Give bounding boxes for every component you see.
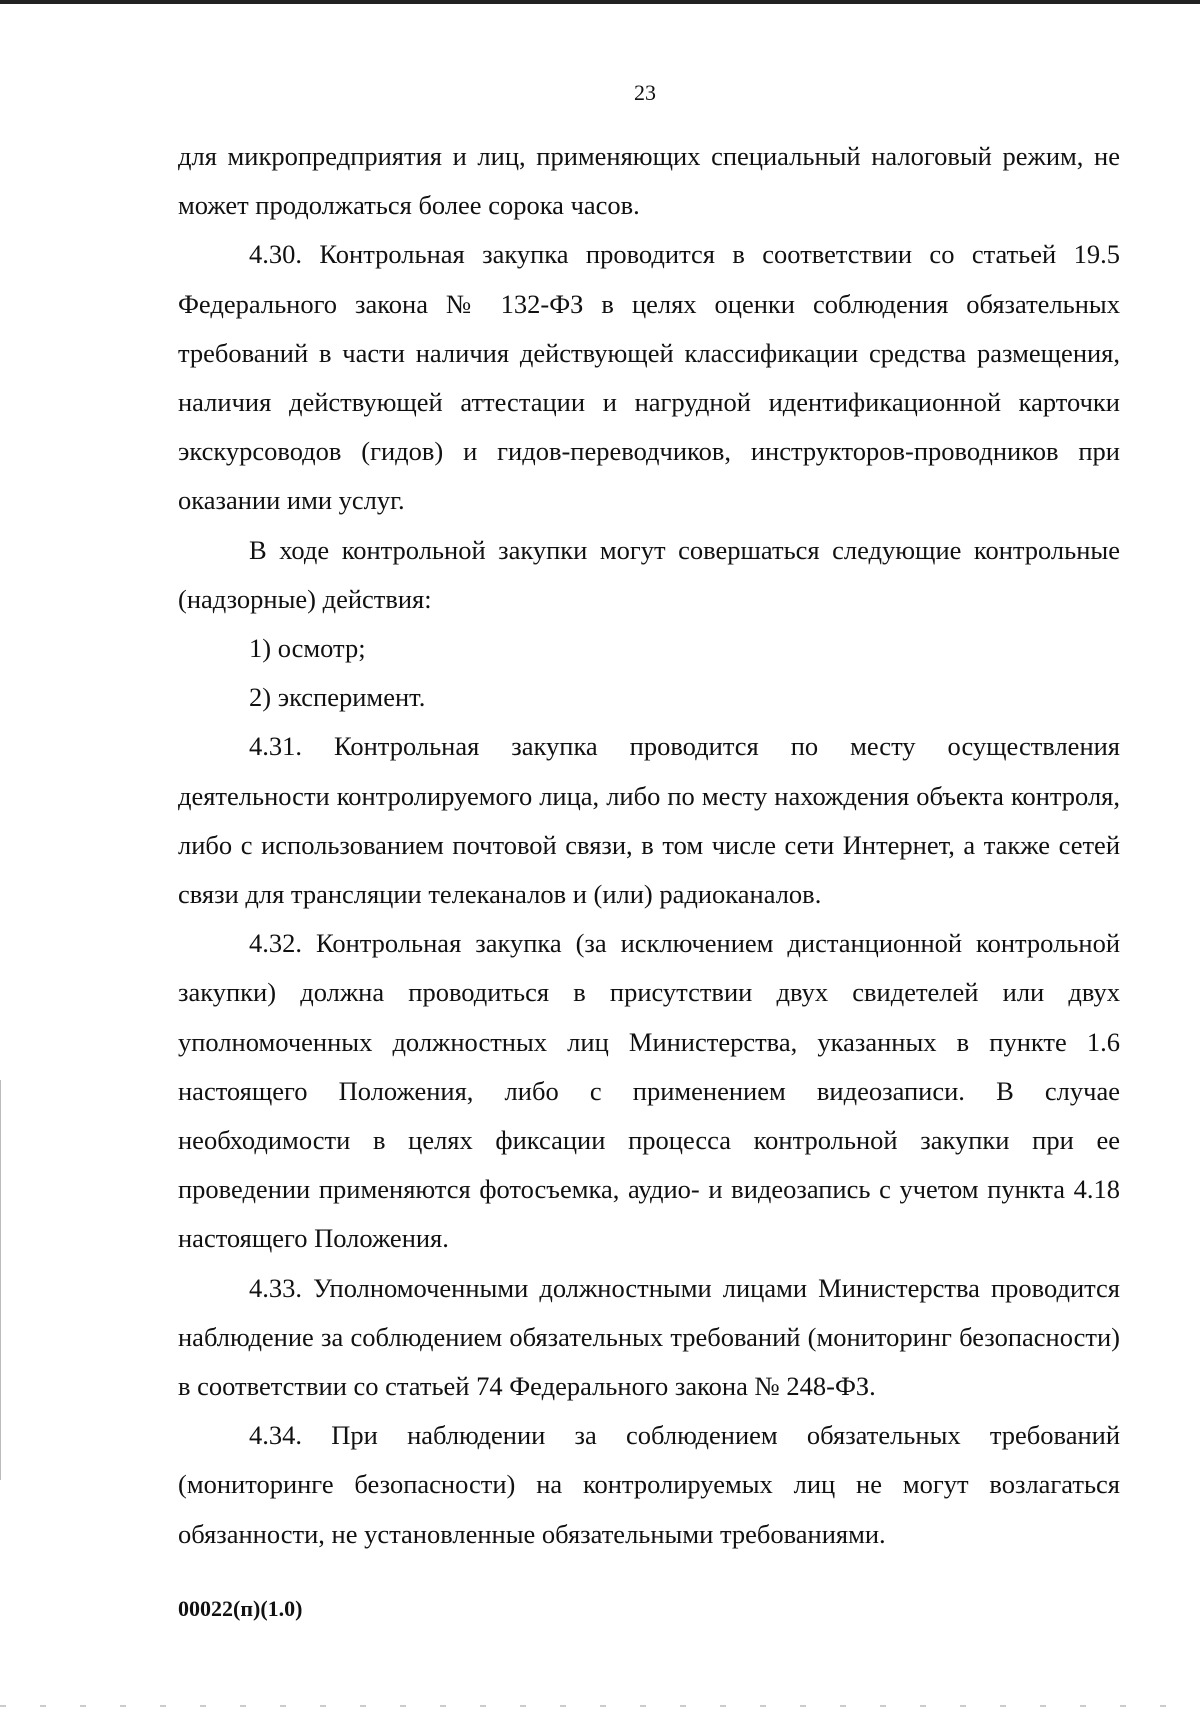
paragraph-control-actions: В ходе контрольной закупки могут совершаться следующие контрольные (надзорные) действия: [178, 534, 1120, 614]
page-number: 23 [634, 80, 656, 105]
bottom-scan-marks [0, 1705, 1200, 1707]
top-scan-border [0, 0, 1200, 4]
list-item-experiment: 2) эксперимент. [249, 682, 426, 713]
document-footer-code: 00022(п)(1.0) [178, 1596, 303, 1621]
document-body [178, 132, 1120, 1559]
list-item-inspection: 1) осмотр; [249, 633, 366, 664]
paragraph-4-34: 4.34. При наблюдении за соблюдением обязательных требований (мониторинге безопасности) на контролируемых лиц не могут возлагаться обязанности, не установленные обязательными требованиями. [178, 1420, 1120, 1549]
paragraph-4-32: 4.32. Контрольная закупка (за исключением дистанционной контрольной закупки) должна проводиться в присутствии двух свидетелей или двух уполномоченных должностных лиц Министерства, указанных в пункте 1.6 настоящего Положения, либо с применением видеозаписи. В случае необходимости в целях фиксации процесса контрольной закупки при ее проведении применяются фотосъемка, аудио- и видеозапись с учетом пункта 4.18 настоящего Положения. [178, 928, 1120, 1254]
paragraph-4-33: 4.33. Уполномоченными должностными лицами Министерства проводится наблюдение за соблюдением обязательных требований (мониторинг безопасности) в соответствии со статьей 74 Федерального закона № 248-ФЗ. [178, 1272, 1120, 1402]
continuation-paragraph: для микропредприятия и лиц, применяющих специальный налоговый режим, не может продолжаться более сорока часов. [178, 141, 1120, 221]
paragraph-4-31: 4.31. Контрольная закупка проводится по месту осуществления деятельности контролируемого лица, либо по месту нахождения объекта контроля, либо с использованием почтовой связи, в том числе сети Интернет, а также сетей связи для трансляции телеканалов и (или) радиоканалов. [178, 731, 1120, 910]
paragraph-4-30: 4.30. Контрольная закупка проводится в соответствии со статьей 19.5 Федерального закона № 132-ФЗ в целях оценки соблюдения обязательных требований в части наличия действующей классификации средства размещения, наличия действующей аттестации и нагрудной идентификационной карточки экскурсоводов (гидов) и гидов-переводчиков, инструкторов-проводников при оказании ими услуг. [178, 239, 1120, 516]
left-scan-edge [0, 1080, 1, 1480]
